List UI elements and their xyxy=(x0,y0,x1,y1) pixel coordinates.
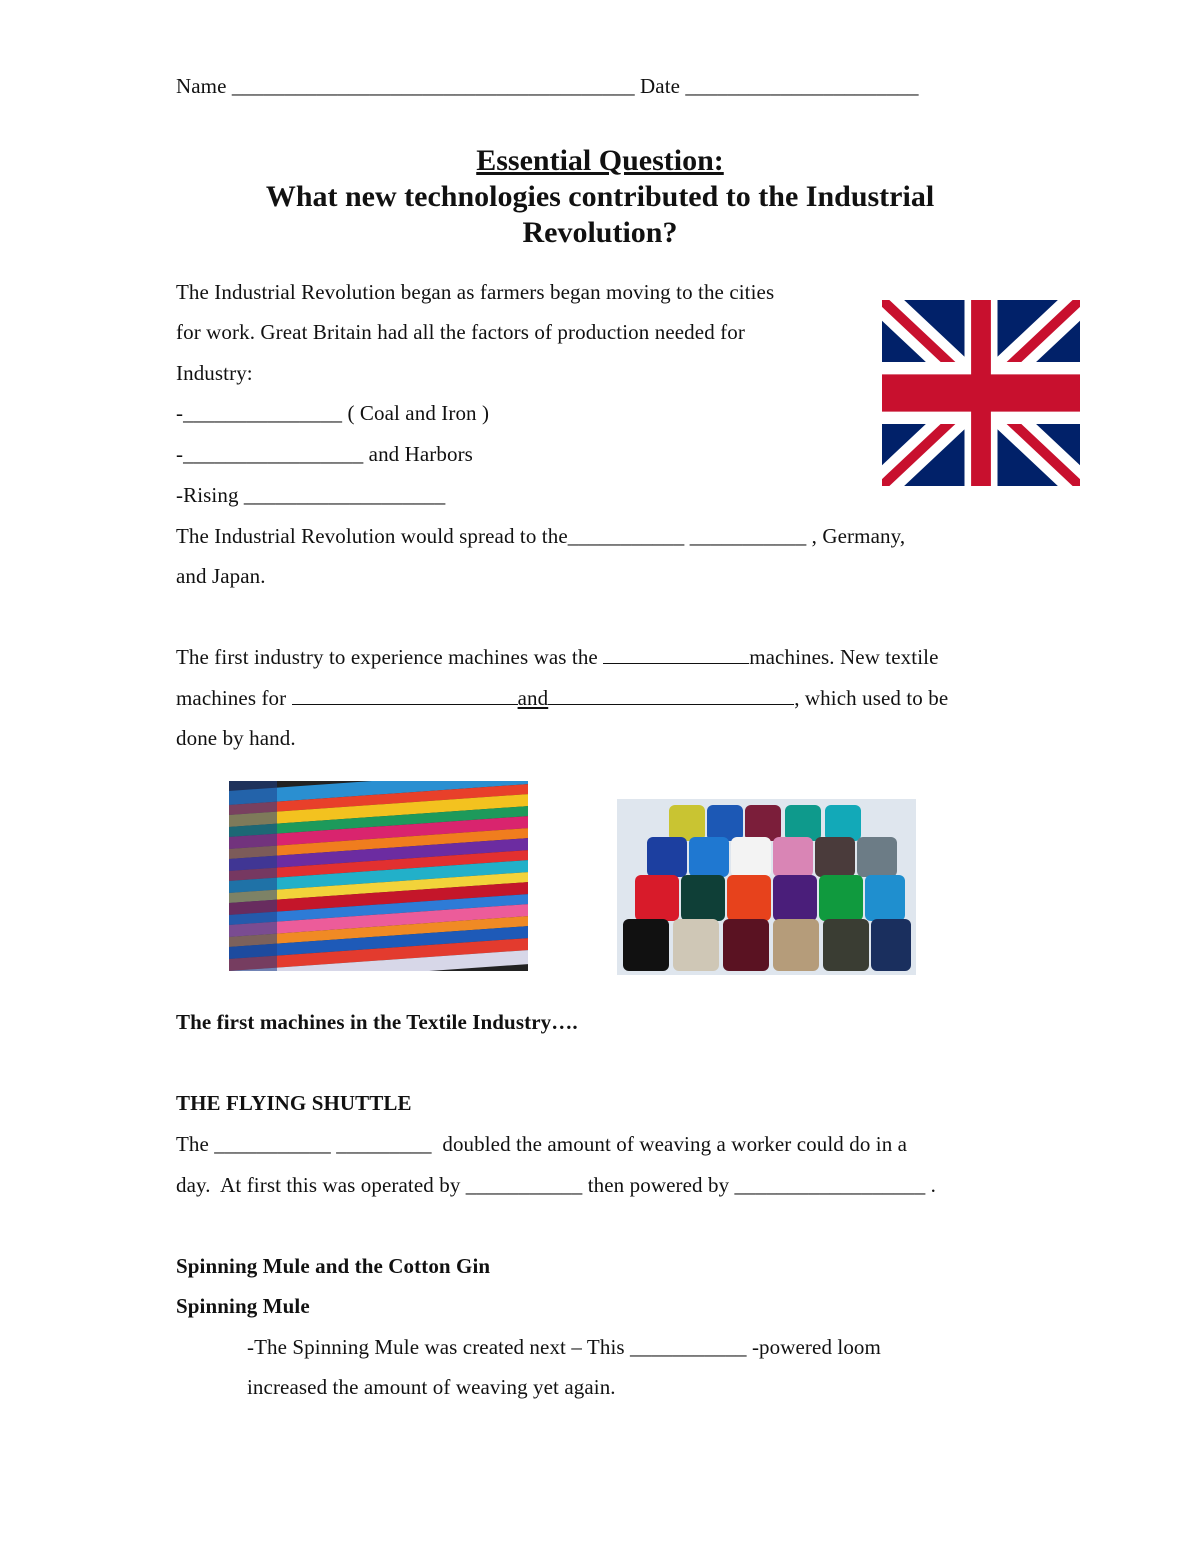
textile-line-1-b: machines. New textile xyxy=(749,645,939,669)
name-date-line: Name ______________________________________ Date ______________________ xyxy=(176,74,919,98)
flying-shuttle-line-1: The ___________ _________ doubled the amount of weaving a worker could do in a xyxy=(176,1132,908,1156)
spread-line-1: The Industrial Revolution would spread to the___________ ___________ , Germany, xyxy=(176,524,906,548)
essential-question-heading: Essential Question: xyxy=(476,144,724,177)
flying-shuttle-heading: THE FLYING SHUTTLE xyxy=(176,1091,412,1115)
union-jack-flag-image xyxy=(882,300,1080,486)
textile-line-2 xyxy=(176,686,948,710)
factor-blank-3: -Rising ___________________ xyxy=(176,483,446,507)
intro-line-2: for work. Great Britain had all the factors of production needed for xyxy=(176,320,745,344)
textile-and: and xyxy=(517,686,549,710)
thread-spools-image xyxy=(617,799,916,975)
spinning-mule-line-2: increased the amount of weaving yet again. xyxy=(247,1375,616,1399)
textile-line-2-a: machines for xyxy=(176,686,292,710)
spinning-mule-line-1: -The Spinning Mule was created next – This ___________ -powered loom xyxy=(247,1335,881,1359)
spinning-mule-heading: Spinning Mule xyxy=(176,1294,310,1318)
essential-question-line1: What new technologies contributed to the Industrial xyxy=(265,180,935,213)
first-machines-heading: The first machines in the Textile Industry…. xyxy=(176,1010,578,1034)
factor-blank-1: -_______________ ( Coal and Iron ) xyxy=(176,401,490,425)
fabric-icon xyxy=(229,781,528,971)
intro-line-1: The Industrial Revolution began as farmers began moving to the cities xyxy=(176,280,775,304)
fabric-image xyxy=(229,781,528,971)
textile-line-3: done by hand. xyxy=(176,726,296,750)
spinning-blank xyxy=(292,686,518,705)
textile-line-1-a: The first industry to experience machines was the xyxy=(176,645,604,669)
textile-blank xyxy=(603,645,749,664)
factor-blank-2: -_________________ and Harbors xyxy=(176,442,473,466)
essential-question-line2: Revolution? xyxy=(522,216,678,249)
intro-line-3: Industry: xyxy=(176,361,253,385)
flying-shuttle-line-2: day. At first this was operated by ___________ then powered by __________________ . xyxy=(176,1173,937,1197)
thread-icon xyxy=(617,799,916,975)
spinning-section-heading: Spinning Mule and the Cotton Gin xyxy=(176,1254,491,1278)
textile-line-1 xyxy=(176,645,939,669)
textile-line-2-b: , which used to be xyxy=(794,686,949,710)
spread-line-2: and Japan. xyxy=(176,564,266,588)
flag-icon xyxy=(882,300,1080,486)
weaving-blank xyxy=(548,686,794,705)
